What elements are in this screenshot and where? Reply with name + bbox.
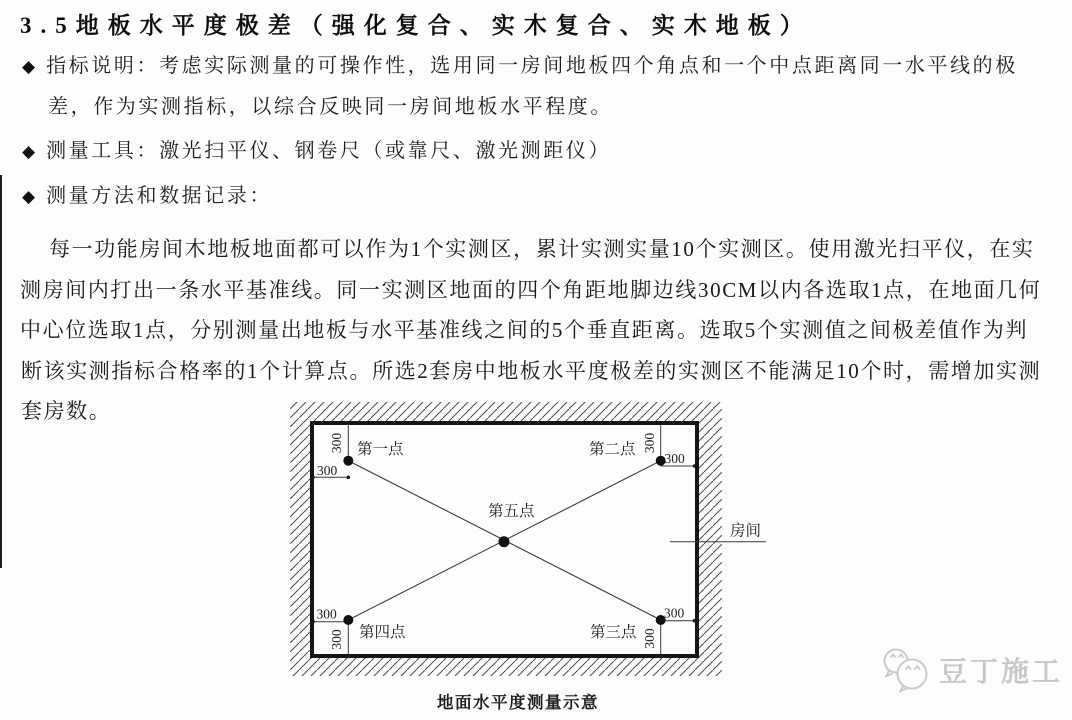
room-label: 房间	[730, 522, 762, 540]
point-5-label: 第五点	[488, 503, 535, 520]
paragraph-line: 套房数。	[21, 399, 112, 423]
dim-300-bottom-left-vertical: 300	[329, 629, 344, 650]
bullet-text: 测量方法和数据记录：	[46, 185, 273, 207]
diamond-bullet-icon: ◆	[22, 57, 36, 77]
bullet-text: 测量工具：激光扫平仪、钢卷尺（或靠尺、激光测距仪）	[46, 140, 612, 162]
paragraph-line: 断该实测指标合格率的1个计算点。所选2套房中地板水平度极差的实测区不能满足10个时，需增加实测	[21, 359, 1042, 383]
dim-300-bottom-left-horizontal: 300	[316, 606, 337, 622]
paragraph-line: 每一功能房间木地板地面都可以作为1个实测区，累计实测实量10个实测区。使用激光扫平仪，在实	[49, 237, 1035, 261]
point-3-label: 第三点	[590, 624, 637, 641]
measure-point-4	[343, 615, 353, 625]
dim-300-top-left-vertical: 300	[329, 432, 344, 454]
measure-point-1	[343, 456, 353, 466]
bullet-text: 指标说明：考虑实际测量的可操作性，选用同一房间地板四个角点和一个中点距离同一水平线的极	[46, 55, 1018, 77]
bullet-text-continuation: 差，作为实测指标，以综合反映同一房间地板水平程度。	[48, 96, 613, 118]
point-2-label: 第二点	[589, 441, 636, 458]
bullet-item-tools	[22, 139, 611, 165]
floor-levelness-diagram	[290, 400, 780, 678]
bullet-item-indicator	[22, 54, 1018, 80]
bubble-faces-icon	[879, 646, 933, 694]
scan-edge-artifact	[0, 175, 2, 568]
paragraph-line: 测房间内打出一条水平基准线。同一实测区地面的四个角距地脚边线30CM以内各选取1点，在地面几何	[20, 278, 1042, 302]
dim-300-top-left-horizontal: 300	[317, 463, 338, 478]
diagram-caption: 地面水平度测量示意	[437, 693, 599, 712]
dim-300-bottom-right-vertical: 300	[642, 628, 657, 649]
page-title: 3.5地板水平度极差（强化复合、实木复合、实木地板）	[20, 13, 812, 38]
diamond-bullet-icon: ◆	[22, 187, 36, 207]
dim-300-bottom-right-horizontal: 300	[664, 605, 685, 621]
paragraph-line: 中心位选取1点，分别测量出地板与水平基准线之间的5个垂直距离。选取5个实测值之间极差值作为判	[20, 318, 1029, 342]
watermark-logo	[879, 646, 1063, 694]
bullet-item-method	[22, 184, 272, 210]
dim-300-top-right-horizontal: 300	[664, 451, 685, 466]
diamond-bullet-icon: ◆	[22, 142, 36, 162]
point-4-label: 第四点	[359, 624, 406, 641]
dim-300-top-right-vertical: 300	[642, 432, 657, 454]
point-1-label: 第一点	[357, 441, 404, 458]
measure-point-5	[499, 536, 510, 547]
diagram-svg	[290, 400, 780, 678]
watermark-text: 豆丁施工	[939, 657, 1064, 688]
